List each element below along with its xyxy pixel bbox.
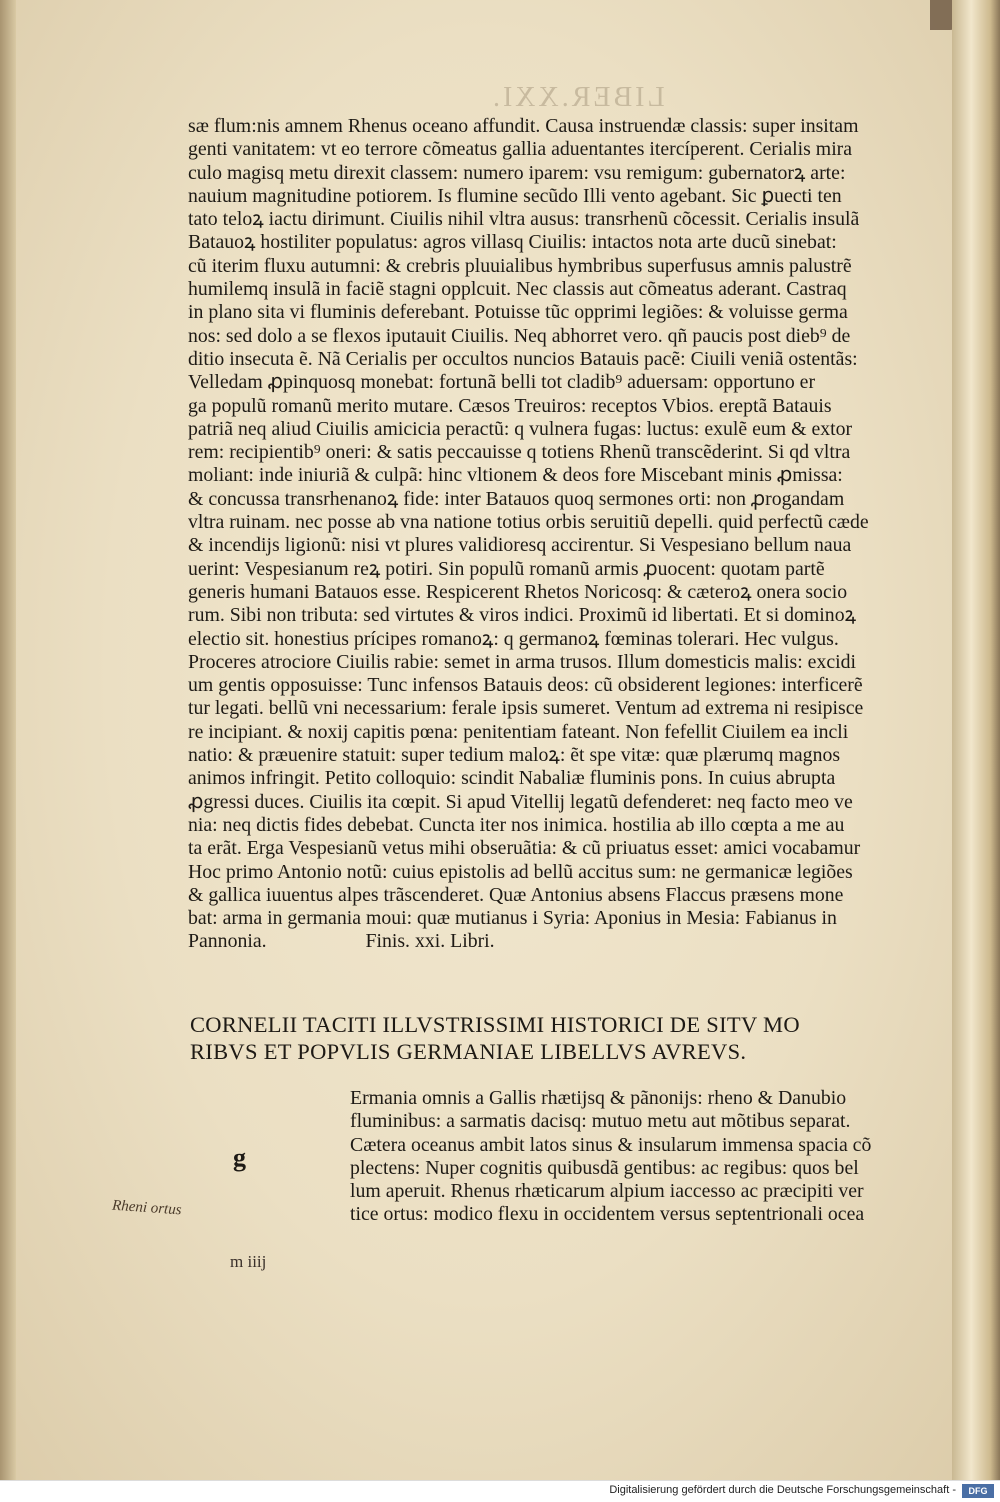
text-line: humilemq insulã in faciẽ stagni opplcuit. Nec classis aut cõmeatus aderant. Castraq [188,278,847,301]
heading-line: CORNELII TACITI ILLVSTRISSIMI HISTORICI DE SITV MO [190,1012,800,1037]
text-line: tato teloꝝ iactu dirimunt. Ciuilis nihil vltra ausus: transrhenũ cõcessit. Cerialis insulã [188,208,860,231]
page-fore-edge [952,0,1000,1480]
main-text-block [188,115,923,954]
text-line: Batauoꝝ hostiliter populatus: agros villasq Ciuilis: intactos nota arte ducũ sinebat: [188,231,837,254]
text-line: & gallica iuuentus alpes trãscenderet. Quæ Antonius absens Flaccus præsens mone [188,883,844,906]
text-line: nos: sed dolo a se flexos iputauit Ciuilis. Neq abhorret vero. qñ paucis post dieb⁹ de [188,324,851,347]
germania-text-block [350,1087,930,1227]
text-line: Pannonia. Finis. xxi. Libri. [188,930,495,953]
signature-mark: m iiij [230,1252,267,1271]
text-line: ga populũ romanũ merito mutare. Cæsos Treuiros: receptos Vbios. ereptã Batauis [188,394,832,417]
text-line: moliant: inde iniuriã & culpã: hinc vltionem & deos fore Miscebant minis ꝓmissa: [188,464,843,487]
text-line: fluminibus: a sarmatis dacisq: mutuo metu aut mõtibus separat. [350,1110,851,1133]
text-line: generis humani Batauos esse. Respicerent Rhetos Noricosq: & cæteroꝝ onera socio [188,580,848,603]
text-line: plectens: Nuper cognitis quibusdã gentibus: ac regibus: quos bel [350,1156,859,1179]
guide-letter: g [233,1143,246,1172]
text-line: animos infringit. Petito colloquio: scindit Nabaliæ fluminis pons. In cuius abrupta [188,767,836,790]
text-line: Proceres atrociore Ciuilis rabie: semet in arma trusos. Illum domesticis malis: excidi [188,650,857,673]
text-line: re incipiant. & noxij capitis pœna: penitentiam fateant. Non fefellit Ciuilem ea incli [188,720,849,743]
text-line: culo magisq metu direxit classem: numero iparem: vsu remigum: gubernatorꝝ arte: [188,161,846,184]
text-line: patriã neq aliud Ciuilis amicicia peractũ: q vulnera fugas: luctus: exulẽ eum & extor [188,417,853,440]
text-line: vltra ruinam. nec posse ab vna natione totius orbis seruitiũ depelli. quid perfectũ cæde [188,511,869,534]
text-line: ꝓgressi duces. Ciuilis ita cœpit. Si apud Vitellij legatũ defenderet: neq facto meo ve [188,790,853,813]
text-line: ditio insecuta ẽ. Nã Cerialis per occultos nuncios Batauis pacẽ: Ciuili veniã ostentãs: [188,347,858,370]
show-through-running-title: LIBER.XXI. [490,82,665,113]
text-line: & concussa transrhenanoꝝ fide: inter Batauos quoq sermones orti: non ꝓrogandam [188,487,845,510]
text-line: rum. Sibi non tributa: sed virtutes & viros indici. Proximũ id libertati. Et si dominoꝝ [188,604,857,627]
text-line: & incendijs ligionũ: nisi vt plures validioresq accirentur. Si Vespesiano bellum naua [188,534,852,557]
text-line: Velledam ꝓpinquosq monebat: fortunã belli tot cladib⁹ aduersam: opportuno er [188,371,816,394]
text-line: rem: recipientib⁹ oneri: & satis peccauisse q totiens Rhenũ transcẽderint. Si qd vltra [188,441,851,464]
marginal-annotation: Rheni ortus [111,1197,183,1219]
text-line: tur legati. bellũ vni necessarium: ferale ipsis sumeret. Ventum ad extrema ni resipisce [188,697,864,720]
text-line: tice ortus: modico flexu in occidentem versus septentrionali ocea [350,1203,865,1226]
text-line: lum aperuit. Rhenus rhæticarum alpium iaccesso ac præcipiti ver [350,1180,864,1203]
text-line: electio sit. honestius prícipes romanoꝝ: q germanoꝝ fœminas tolerari. Hec vulgus. [188,627,839,650]
dfg-logo-icon: DFG [962,1484,994,1498]
text-line: Cætera oceanus ambit latos sinus & insularum immensa spacia cõ [350,1133,872,1156]
footer-bar [0,1480,1000,1502]
heading-line: RIBVS ET POPVLIS GERMANIAE LIBELLVS AVREVS. [190,1039,747,1064]
page-gutter [0,0,16,1480]
text-line: um gentis opposuisse: Tunc infensos Batauis deos: cũ obsiderent legiones: interficerẽ [188,674,863,697]
text-line: sæ flum:nis amnem Rhenus oceano affundit. Causa instruendæ classis: super insitam [188,115,859,137]
germania-heading [190,1011,930,1065]
text-line: nauium magnitudine potiorem. Is flumine secũdo Illi vento agebant. Sic ꝑuecti ten [188,184,842,207]
text-line: uerint: Vespesianum reꝝ potiri. Sin populũ romanũ armis ꝓuocent: quotam partẽ [188,557,825,580]
text-line: genti vanitatem: vt eo terrore cõmeatus gallia aduentantes itercíperent. Cerialis mira [188,138,853,161]
text-line: in plano sita vi fluminis deferebant. Potuisse tũc opprimi legiões: & voluisse germa [188,301,848,324]
text-line: Hoc primo Antonio notũ: cuius epistolis ad bellũ accitus sum: ne germanicæ legiões [188,860,853,883]
text-line: ta erãt. Erga Vespesianũ vetus mihi obseruãtia: & cũ priuatus esset: amici vocabamur [188,837,861,860]
footer-credit: Digitalisierung gefördert durch die Deutsche Forschungsgemeinschaft - [609,1484,956,1496]
text-line: nia: neq dictis fides debebat. Cuncta iter nos inimica. hostilia ab illo cœpta a me au [188,813,845,836]
text-line: bat: arma in germania moui: quæ mutianus i Syria: Aponius in Mesia: Fabianus in [188,907,837,930]
text-line: Ermania omnis a Gallis rhætijsq & pãnonijs: rheno & Danubio [350,1087,847,1109]
text-line: cũ iterim fluxu autumni: & crebris pluuialibus hymbribus superfusus amnis palustrẽ [188,254,852,277]
text-line: natio: & præuenire statuit: super tedium maloꝝ: ẽt spe vitæ: quæ plærumq magnos [188,744,841,767]
